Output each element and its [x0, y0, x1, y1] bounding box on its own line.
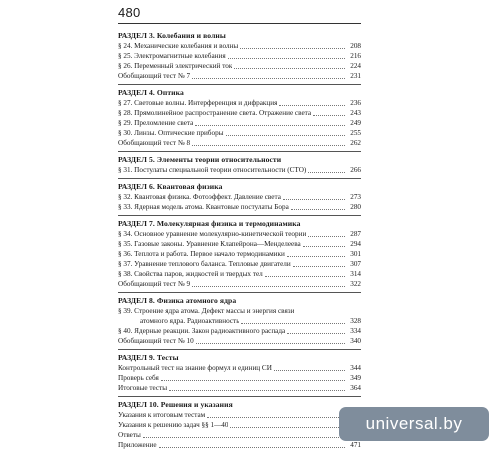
section-heading: РАЗДЕЛ 5. Элементы теории относительности [118, 155, 282, 164]
toc-entry [118, 336, 361, 346]
leader-dots [291, 209, 345, 210]
toc-entry [118, 410, 361, 420]
entry-title: § 28. Прямолинейное распространение света. Отражение света [118, 109, 312, 117]
toc-entry [118, 192, 361, 202]
entry-page: 364 [350, 384, 361, 392]
section-heading: РАЗДЕЛ 6. Квантовая физика [118, 182, 223, 191]
section-heading: РАЗДЕЛ 10. Решения и указания [118, 400, 233, 409]
entry-title: § 38. Свойства паров, жидкостей и твердых тел [118, 270, 263, 278]
entry-title: Обобщающий тест № 10 [118, 337, 194, 345]
leader-dots [279, 105, 345, 106]
entry-title: § 34. Основное уравнение молекулярно-кинетической теории [118, 230, 307, 238]
entry-title: § 27. Световые волны. Интерференция и дифракция [118, 99, 278, 107]
entry-title: Обобщающий тест № 9 [118, 280, 191, 288]
toc-entry [118, 165, 361, 175]
toc-entry [118, 118, 361, 128]
entry-title: § 37. Уравнение теплового баланса. Тепловые двигатели [118, 260, 291, 268]
entry-title: § 39. Строение ядра атома. Дефект массы и энергия связи [118, 307, 295, 315]
toc-entry [118, 373, 361, 383]
entry-title: Ответы [118, 431, 141, 439]
leader-dots [274, 370, 345, 371]
entry-page: 328 [350, 317, 361, 325]
entry-title: § 24. Механические колебания и волны [118, 42, 239, 50]
leader-dots [192, 78, 345, 79]
entry-title: Указания к решению задач §§ 1—40 [118, 421, 229, 429]
entry-title: § 25. Электромагнитные колебания [118, 52, 226, 60]
entry-page: 314 [350, 270, 361, 278]
leader-dots [283, 199, 345, 200]
entry-page: 243 [350, 109, 361, 117]
leader-dots [265, 276, 345, 277]
toc-entry [118, 41, 361, 51]
entry-title: § 35. Газовые законы. Уравнение Клапейрона—Менделеева [118, 240, 301, 248]
toc-entry [118, 326, 361, 336]
toc-entry [118, 202, 361, 212]
toc-entry [118, 138, 361, 148]
leader-dots [228, 58, 345, 59]
leader-dots [287, 256, 345, 257]
entry-page: 273 [350, 193, 361, 201]
leader-dots [303, 246, 345, 247]
toc-entry [118, 306, 361, 316]
toc-entry-continuation [118, 316, 361, 326]
entry-page: 216 [350, 52, 361, 60]
toc-section [118, 292, 361, 349]
toc-entry [118, 108, 361, 118]
entry-title: § 32. Квантовая физика. Фотоэффект. Давление света [118, 193, 281, 201]
entry-page: 334 [350, 327, 361, 335]
entry-page: 231 [350, 72, 361, 80]
leader-dots [143, 437, 345, 438]
toc-entry [118, 279, 361, 289]
entry-page: 471 [350, 441, 361, 449]
section-heading: РАЗДЕЛ 9. Тесты [118, 353, 179, 362]
leader-dots [192, 286, 345, 287]
toc-entry [118, 249, 361, 259]
toc-entry [118, 383, 361, 393]
entry-title: Контрольный тест на знание формул и единиц СИ [118, 364, 272, 372]
entry-page: 266 [350, 166, 361, 174]
toc-entry [118, 71, 361, 81]
entry-page: 262 [350, 139, 361, 147]
entry-page: 349 [350, 374, 361, 382]
leader-dots [196, 343, 345, 344]
entry-title: Проверь себя [118, 374, 159, 382]
page-number: 480 [118, 5, 141, 20]
toc-section [118, 84, 361, 151]
toc-entry [118, 420, 361, 430]
leader-dots [308, 172, 345, 173]
section-heading: РАЗДЕЛ 8. Физика атомного ядра [118, 296, 237, 305]
toc-section [118, 396, 361, 453]
leader-dots [230, 427, 345, 428]
entry-page: 249 [350, 119, 361, 127]
entry-page: 294 [350, 240, 361, 248]
entry-page: 280 [350, 203, 361, 211]
watermark-text: universal.by [365, 414, 463, 433]
leader-dots [234, 68, 345, 69]
entry-title: § 29. Преломление света [118, 119, 194, 127]
leader-dots [159, 447, 345, 448]
entry-page: 307 [350, 260, 361, 268]
leader-dots [192, 145, 345, 146]
entry-page: 340 [350, 337, 361, 345]
entry-page: 236 [350, 99, 361, 107]
toc-section [118, 215, 361, 292]
entry-title-continuation: атомного ядра. Радиоактивность [140, 317, 240, 325]
leader-dots [240, 48, 345, 49]
toc-section [118, 151, 361, 178]
watermark-badge [339, 407, 489, 441]
leader-dots [287, 333, 345, 334]
leader-dots [169, 390, 345, 391]
entry-title: § 31. Постулаты специальной теории относительности (СТО) [118, 166, 307, 174]
section-heading: РАЗДЕЛ 3. Колебания и волны [118, 31, 226, 40]
toc-entry [118, 51, 361, 61]
toc-entry [118, 269, 361, 279]
header-rule [118, 23, 361, 24]
entry-title: § 30. Линзы. Оптические приборы [118, 129, 224, 137]
leader-dots [313, 115, 345, 116]
entry-title: § 36. Теплота и работа. Первое начало термодинамики [118, 250, 285, 258]
toc-entry [118, 229, 361, 239]
entry-title: Обобщающий тест № 7 [118, 72, 191, 80]
entry-page: 301 [350, 250, 361, 258]
toc-entry [118, 259, 361, 269]
leader-dots [207, 417, 345, 418]
toc-entry [118, 440, 361, 450]
toc-entry [118, 98, 361, 108]
toc-entry [118, 128, 361, 138]
toc-section [118, 178, 361, 215]
leader-dots [195, 125, 345, 126]
entry-title: § 26. Переменный электрический ток [118, 62, 233, 70]
toc-entry [118, 363, 361, 373]
entry-title: § 33. Ядерная модель атома. Квантовые постулаты Бора [118, 203, 289, 211]
section-heading: РАЗДЕЛ 4. Оптика [118, 88, 184, 97]
leader-dots [293, 266, 345, 267]
toc-section [118, 349, 361, 396]
entry-title: Указания к итоговым тестам [118, 411, 206, 419]
entry-page: 344 [350, 364, 361, 372]
leader-dots [241, 323, 345, 324]
entry-title: § 40. Ядерные реакции. Закон радиоактивного распада [118, 327, 286, 335]
leader-dots [226, 135, 346, 136]
leader-dots [308, 236, 345, 237]
entry-title: Обобщающий тест № 8 [118, 139, 191, 147]
table-of-contents [118, 30, 361, 453]
entry-page: 208 [350, 42, 361, 50]
section-heading: РАЗДЕЛ 7. Молекулярная физика и термодинамика [118, 219, 301, 228]
entry-page: 322 [350, 280, 361, 288]
toc-entry [118, 430, 361, 440]
toc-section [118, 30, 361, 84]
toc-entry [118, 239, 361, 249]
entry-page: 255 [350, 129, 361, 137]
entry-title: Приложение [118, 441, 157, 449]
entry-title: Итоговые тесты [118, 384, 168, 392]
leader-dots [161, 380, 345, 381]
entry-page: 224 [350, 62, 361, 70]
entry-page: 287 [350, 230, 361, 238]
toc-entry [118, 61, 361, 71]
